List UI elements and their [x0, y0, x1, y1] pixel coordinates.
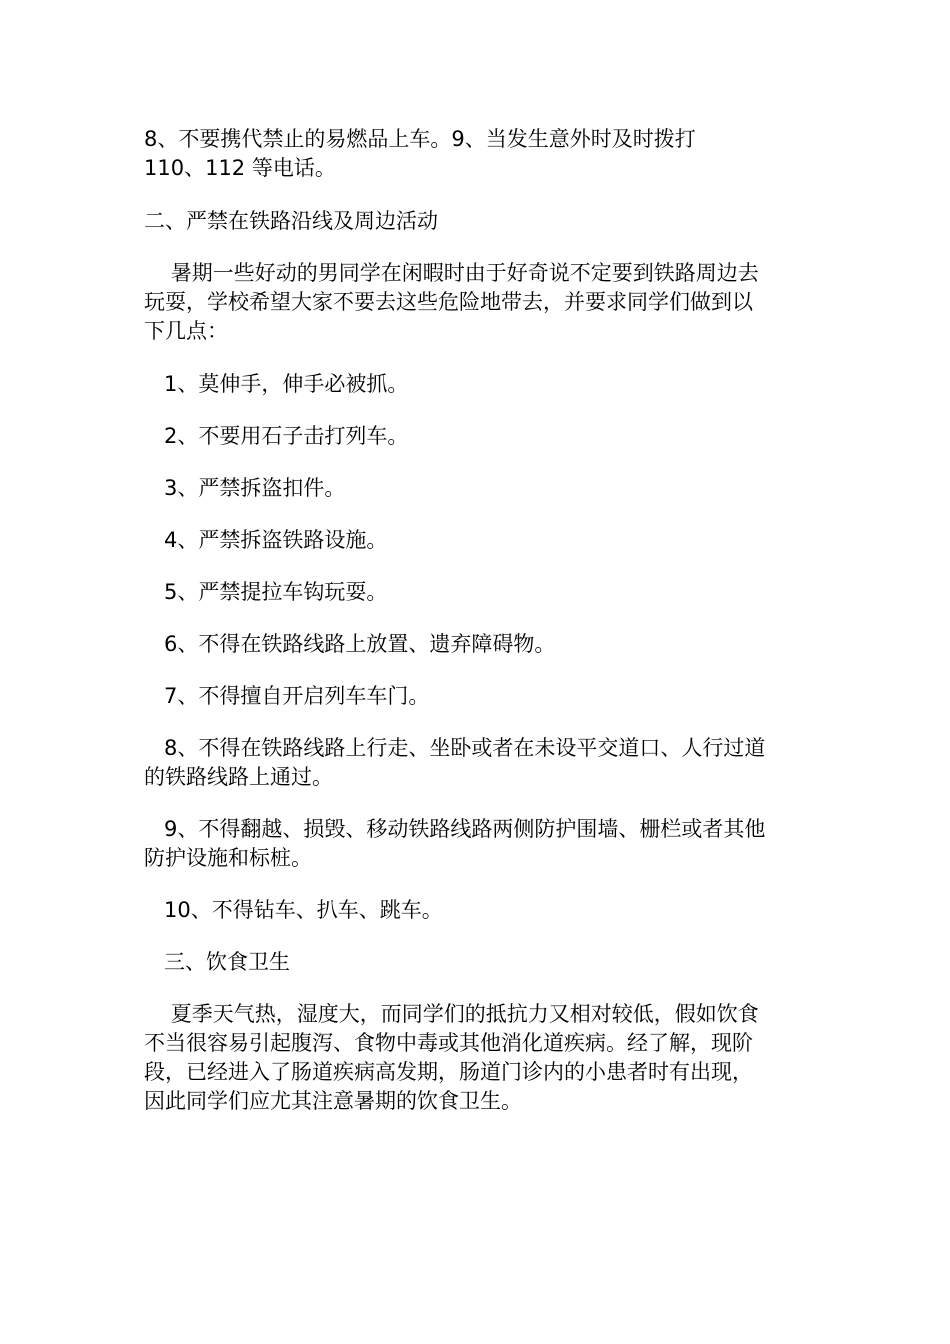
list-item-railway-9: 9、不得翻越、损毁、移动铁路线路两侧防护围墙、栅栏或者其他 防护设施和标桩。 — [144, 817, 766, 870]
list-item-railway-8: 8、不得在铁路线路上行走、坐卧或者在未设平交道口、人行过道 的铁路线路上通过。 — [144, 736, 766, 789]
section-heading-railway-safety: 二、严禁在铁路沿线及周边活动 — [144, 209, 438, 233]
list-item-railway-10: 10、不得钻车、扒车、跳车。 — [144, 898, 443, 922]
list-item-railway-6: 6、不得在铁路线路上放置、遗弃障碍物。 — [144, 632, 556, 656]
paragraph-food-hygiene: 夏季天气热，湿度大，而同学们的抵抗力又相对较低，假如饮食 不当很容易引起腹泻、食物中毒或其他消化道疾病。经了解，现阶 段，已经进入了肠道疾病高发期，肠道门诊内的小患者时有出现， 因此同学们应尤其注意暑期的饮食卫生。 — [144, 1002, 759, 1113]
list-item-railway-5: 5、严禁提拉车钩玩耍。 — [144, 580, 388, 604]
list-item-railway-1: 1、莫伸手，伸手必被抓。 — [144, 372, 409, 396]
list-item-railway-2: 2、不要用石子击打列车。 — [144, 424, 409, 448]
paragraph-item-8-emergency-call: 8、不要携代禁止的易燃品上车。9、当发生意外时及时拨打 110、112 等电话。 — [144, 127, 696, 180]
section-heading-food-hygiene: 三、饮食卫生 — [144, 950, 291, 974]
paragraph-railway-intro: 暑期一些好动的男同学在闲暇时由于好奇说不定要到铁路周边去 玩耍，学校希望大家不要去这些危险地带去，并要求同学们做到以 下几点： — [144, 261, 759, 343]
list-item-railway-4: 4、严禁拆盗铁路设施。 — [144, 528, 388, 552]
list-item-railway-7: 7、不得擅自开启列车车门。 — [144, 684, 430, 708]
list-item-railway-3: 3、严禁拆盗扣件。 — [144, 476, 346, 500]
